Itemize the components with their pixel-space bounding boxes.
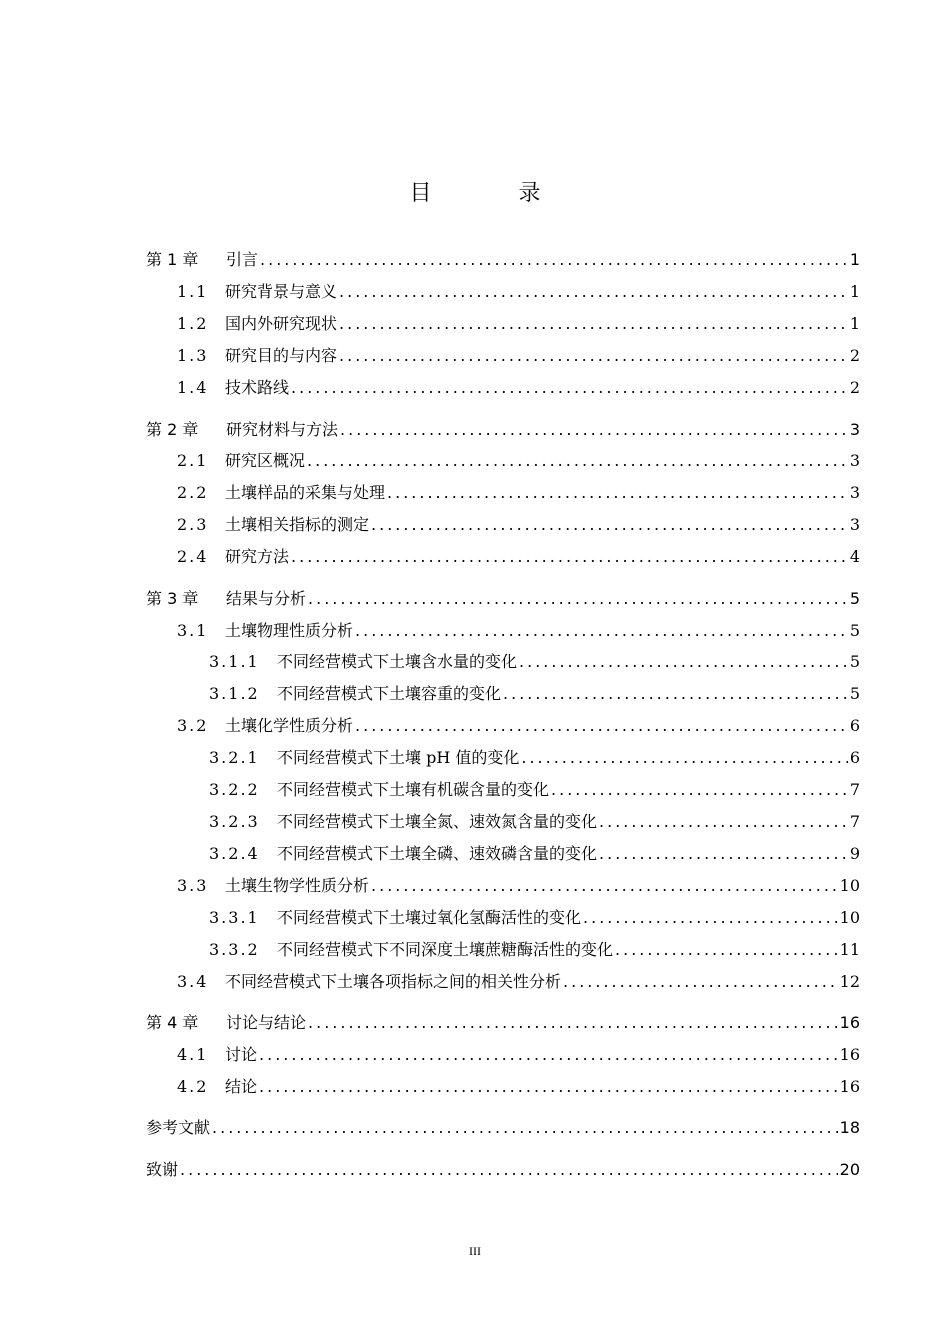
toc-entry-3-3-1[interactable] (209, 906, 860, 930)
dot-leader (291, 545, 848, 569)
toc-entry-chapter-2[interactable] (146, 418, 860, 442)
toc-entry-1-2[interactable] (177, 312, 860, 336)
toc-entry-2-1[interactable] (177, 449, 860, 473)
toc-entry-page: 2 (849, 346, 860, 365)
dot-leader (259, 1075, 838, 1099)
dot-leader (563, 970, 838, 994)
toc-entry-title: 研究背景与意义 (225, 282, 338, 301)
toc-entry-number: 2.4 (177, 547, 209, 566)
toc-entry-page: 6 (849, 748, 860, 767)
toc-entry-page: 9 (849, 844, 860, 863)
toc-entry-number: 2.3 (177, 515, 209, 534)
toc-entry-page: 7 (849, 780, 860, 799)
dot-leader (339, 280, 848, 304)
dot-leader (307, 449, 848, 473)
toc-entry-3-2[interactable] (177, 714, 860, 738)
dot-leader (355, 619, 848, 643)
toc-entry-title: 不同经营模式下土壤 pH 值的变化 (277, 748, 520, 767)
toc-entry-page: 1 (849, 314, 860, 333)
toc-entry-number: 3.2.3 (209, 812, 260, 831)
toc-entry-title: 国内外研究现状 (225, 314, 338, 333)
toc-entry-4-2[interactable] (177, 1075, 860, 1099)
toc-entry-number: 3.3.1 (209, 908, 260, 927)
toc-entry-number: 2.1 (177, 451, 209, 470)
dot-leader (371, 513, 848, 537)
dot-leader (340, 418, 848, 442)
page-title: 目 录 (409, 181, 581, 206)
toc-entry-3-2-4[interactable] (209, 842, 860, 866)
toc-entry-number: 3.2 (177, 716, 209, 735)
toc-entry-page: 3 (849, 420, 860, 439)
toc-entry-number: 2.2 (177, 483, 209, 502)
dot-leader (308, 1011, 838, 1035)
dot-leader (291, 376, 848, 400)
toc-entry-number: 1.2 (177, 314, 209, 333)
toc-entry-title: 参考文献 (146, 1118, 211, 1137)
dot-leader (551, 778, 848, 802)
toc-entry-number: 3.3 (177, 876, 209, 895)
dot-leader (519, 650, 848, 674)
dot-leader (355, 714, 848, 738)
toc-entry-3-3[interactable] (177, 874, 860, 898)
toc-entry-number: 第 1 章 (146, 250, 199, 269)
dot-leader (180, 1158, 838, 1182)
dot-leader (339, 312, 848, 336)
toc-entry-number: 1.3 (177, 346, 209, 365)
toc-entry-page: 12 (839, 972, 860, 991)
toc-entry-title: 不同经营模式下土壤有机碳含量的变化 (277, 780, 550, 799)
toc-entry-3-1-1[interactable] (209, 650, 860, 674)
toc-entry-chapter-1[interactable] (146, 248, 860, 272)
toc-entry-number: 1.1 (177, 282, 209, 301)
toc-entry-3-4[interactable] (177, 970, 860, 994)
toc-entry-page: 7 (849, 812, 860, 831)
toc-entry-number: 1.4 (177, 378, 209, 397)
toc-entry-title: 土壤物理性质分析 (225, 621, 354, 640)
toc-entry-2-3[interactable] (177, 513, 860, 537)
toc-entry-page: 3 (849, 451, 860, 470)
toc-entry-title: 引言 (226, 250, 259, 269)
dot-leader (339, 344, 848, 368)
toc-entry-number: 3.1.2 (209, 684, 260, 703)
toc-entry-chapter-4[interactable] (146, 1011, 860, 1035)
toc-entry-1-3[interactable] (177, 344, 860, 368)
toc-entry-3-2-1[interactable] (209, 746, 860, 770)
toc-entry-title: 讨论 (225, 1045, 258, 1064)
toc-entry-page: 5 (849, 684, 860, 703)
toc-entry-title: 不同经营模式下土壤各项指标之间的相关性分析 (225, 972, 562, 991)
toc-entry-title: 研究方法 (225, 547, 290, 566)
toc-entry-page: 3 (849, 515, 860, 534)
toc-entry-title: 研究区概况 (225, 451, 306, 470)
dot-leader (371, 874, 838, 898)
toc-entry-title: 讨论与结论 (226, 1013, 307, 1032)
dot-leader (599, 842, 848, 866)
dot-leader (212, 1116, 838, 1140)
toc-entry-page: 16 (839, 1013, 860, 1032)
toc-entry-1-4[interactable] (177, 376, 860, 400)
toc-entry-3-3-2[interactable] (209, 938, 860, 962)
dot-leader (615, 938, 838, 962)
toc-entry-4-1[interactable] (177, 1043, 860, 1067)
dot-leader (521, 746, 847, 770)
toc-entry-page: 1 (849, 250, 860, 269)
toc-entry-page: 1 (849, 282, 860, 301)
toc-entry-title: 不同经营模式下土壤全氮、速效氮含量的变化 (277, 812, 598, 831)
toc-entry-3-1-2[interactable] (209, 682, 860, 706)
toc-entry-page: 6 (849, 716, 860, 735)
toc-entry-number: 3.2.1 (209, 748, 260, 767)
toc-entry-page: 20 (839, 1160, 860, 1179)
toc-entry-1-1[interactable] (177, 280, 860, 304)
toc-entry-page: 3 (849, 483, 860, 502)
toc-entry-title: 结论 (225, 1077, 258, 1096)
toc-entry-title: 研究目的与内容 (225, 346, 338, 365)
dot-leader (387, 481, 848, 505)
dot-leader (503, 682, 848, 706)
dot-leader (599, 810, 848, 834)
dot-leader (259, 1043, 838, 1067)
toc-entry-3-1[interactable] (177, 619, 860, 643)
toc-entry-chapter-3[interactable] (146, 587, 860, 611)
dot-leader (308, 587, 848, 611)
toc-entry-references[interactable] (146, 1116, 860, 1140)
toc-entry-number: 第 3 章 (146, 589, 199, 608)
toc-entry-number: 3.4 (177, 972, 209, 991)
toc-entry-acknowledgements[interactable] (146, 1158, 860, 1182)
toc-entry-title: 不同经营模式下土壤容重的变化 (277, 684, 502, 703)
toc-entry-2-4[interactable] (177, 545, 860, 569)
toc-entry-title: 研究材料与方法 (226, 420, 339, 439)
toc-entry-number: 3.1 (177, 621, 209, 640)
toc-entry-title: 不同经营模式下土壤过氧化氢酶活性的变化 (277, 908, 582, 927)
toc-entry-number: 3.2.4 (209, 844, 260, 863)
toc-entry-title: 致谢 (146, 1160, 179, 1179)
footer-page-number: III (469, 1244, 481, 1258)
toc-entry-number: 第 2 章 (146, 420, 199, 439)
toc-entry-number: 4.1 (177, 1045, 209, 1064)
toc-entry-number: 第 4 章 (146, 1013, 199, 1032)
toc-entry-2-2[interactable] (177, 481, 860, 505)
toc-entry-title: 土壤相关指标的测定 (225, 515, 370, 534)
toc-entry-title: 土壤样品的采集与处理 (225, 483, 386, 502)
toc-entry-page: 5 (849, 621, 860, 640)
toc-entry-page: 16 (839, 1077, 860, 1096)
dot-leader (583, 906, 838, 930)
toc-entry-page: 4 (849, 547, 860, 566)
toc-entry-number: 3.1.1 (209, 652, 260, 671)
toc-entry-title: 不同经营模式下土壤含水量的变化 (277, 652, 518, 671)
toc-entry-3-2-3[interactable] (209, 810, 860, 834)
toc-entry-number: 3.2.2 (209, 780, 260, 799)
toc-entry-title: 不同经营模式下不同深度土壤蔗糖酶活性的变化 (277, 940, 614, 959)
toc-entry-title: 技术路线 (225, 378, 290, 397)
toc-entry-page: 10 (839, 876, 860, 895)
toc-entry-number: 4.2 (177, 1077, 209, 1096)
toc-entry-page: 5 (849, 652, 860, 671)
dot-leader (260, 248, 848, 272)
toc-entry-page: 2 (849, 378, 860, 397)
toc-entry-page: 18 (839, 1118, 860, 1137)
toc-entry-number: 3.3.2 (209, 940, 260, 959)
toc-entry-title: 土壤生物学性质分析 (225, 876, 370, 895)
toc-entry-page: 10 (839, 908, 860, 927)
toc-entry-page: 11 (839, 940, 860, 959)
toc-entry-title: 结果与分析 (226, 589, 307, 608)
toc-entry-3-2-2[interactable] (209, 778, 860, 802)
toc-entry-page: 16 (839, 1045, 860, 1064)
toc-entry-title: 土壤化学性质分析 (225, 716, 354, 735)
toc-entry-title: 不同经营模式下土壤全磷、速效磷含量的变化 (277, 844, 598, 863)
toc-entry-page: 5 (849, 589, 860, 608)
